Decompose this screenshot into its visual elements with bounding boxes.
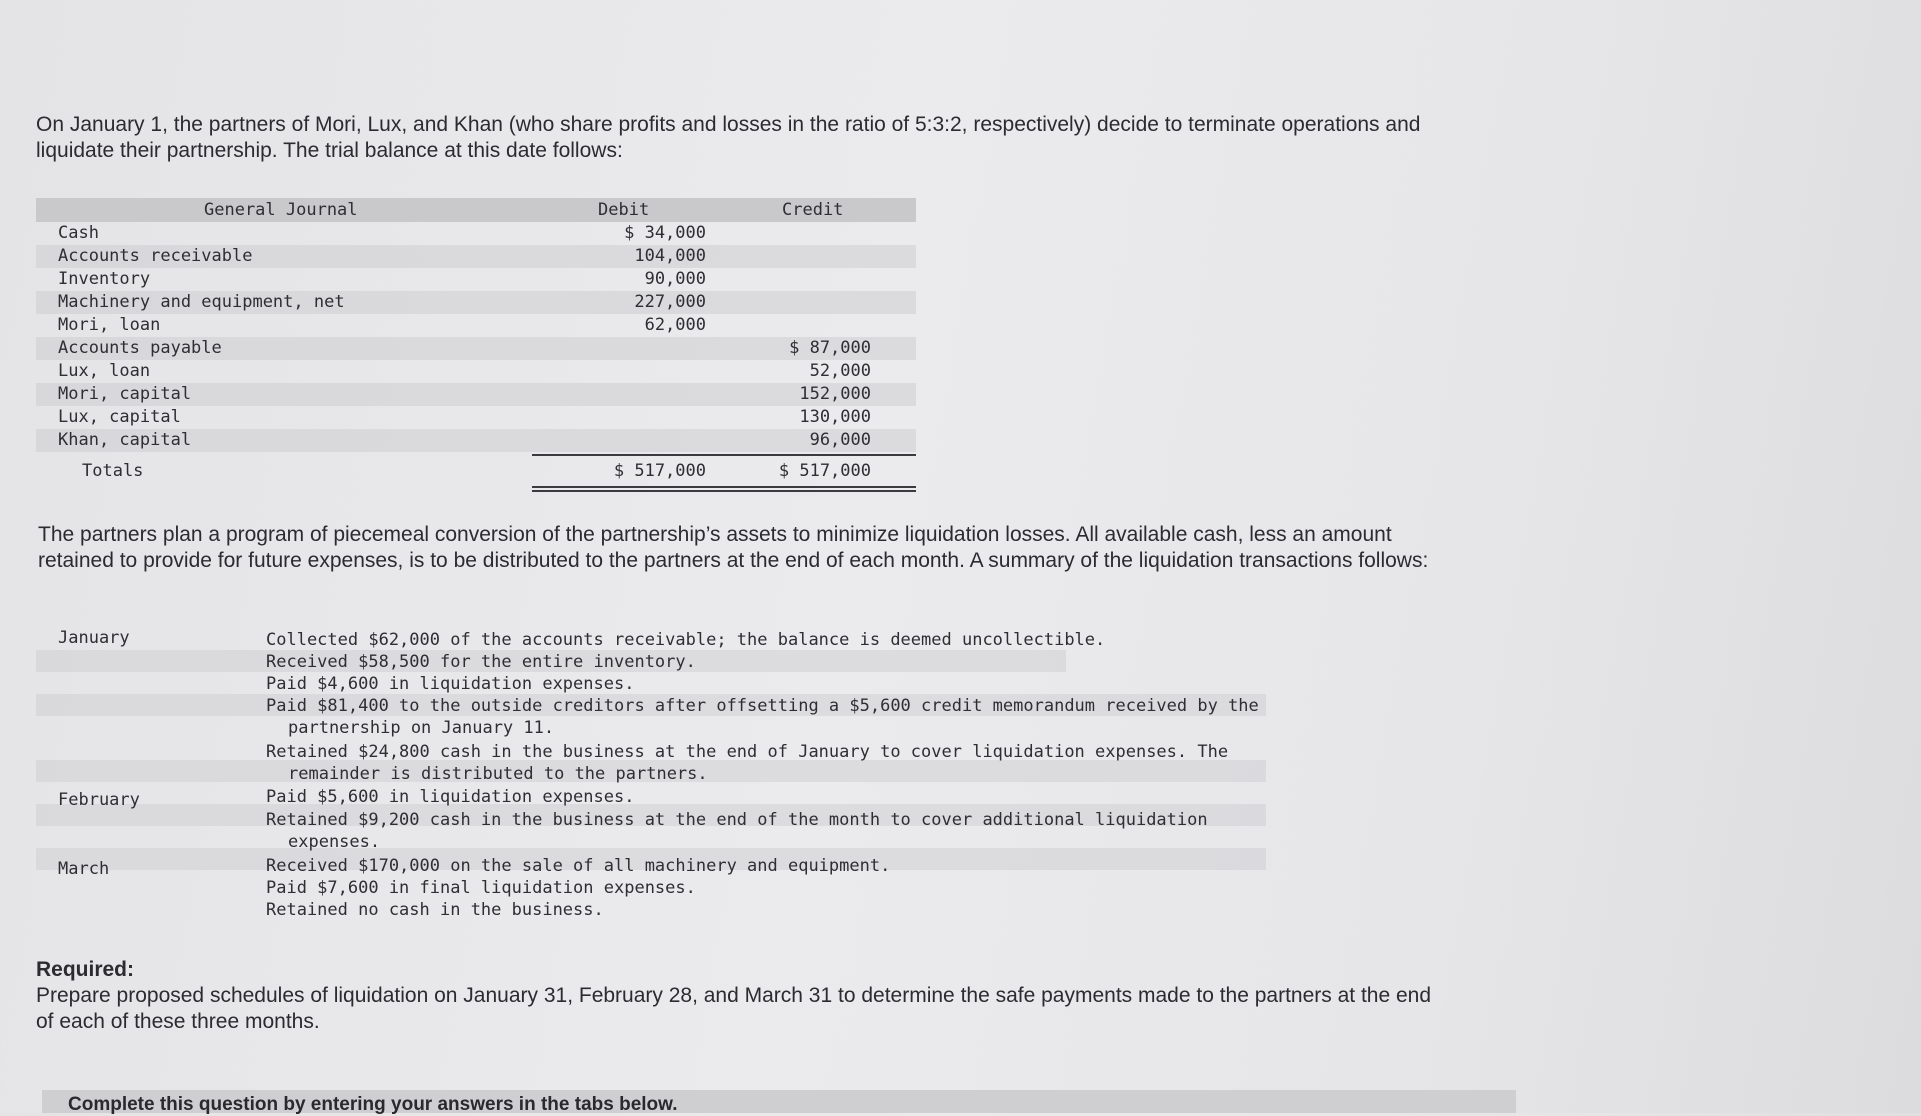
account-name: Khan, capital <box>58 430 192 450</box>
debit-value: 90,000 <box>644 269 706 289</box>
debit-value: 227,000 <box>634 292 706 312</box>
instructions-text: Complete this question by entering your answers in the tabs below. <box>68 1094 678 1115</box>
header-general-journal: General Journal <box>204 200 358 220</box>
month-march: March <box>58 859 110 879</box>
transaction-line: Received $58,500 for the entire inventory. <box>266 652 696 672</box>
transaction-line: Paid $4,600 in liquidation expenses. <box>266 674 635 694</box>
credit-value: $ 87,000 <box>789 338 871 358</box>
transaction-line: expenses. <box>288 832 381 852</box>
table-row <box>36 314 916 337</box>
totals-label: Totals <box>82 461 144 481</box>
required-heading: Required: <box>36 958 135 981</box>
account-name: Inventory <box>58 269 151 289</box>
plan-paragraph: The partners plan a program of piecemeal conversion of the partnership’s assets to minimize liquidation losses. All available cash, less an amount retained to provide for future expenses, is to be distributed to the partners at the end of each month. A summary of the liquidation transactions follows: <box>38 523 1429 572</box>
account-name: Accounts receivable <box>58 246 253 266</box>
account-name: Accounts payable <box>58 338 222 358</box>
credit-value: 96,000 <box>809 430 871 450</box>
intro-paragraph: On January 1, the partners of Mori, Lux, and Khan (who share profits and losses in the ratio of 5:3:2, respectively) decide to terminate operations and liquidate their partnership. The trial balance at this date follows: <box>36 113 1421 162</box>
account-name: Machinery and equipment, net <box>58 292 345 312</box>
debit-value: 62,000 <box>644 315 706 335</box>
totals-row <box>36 460 916 483</box>
instructions-bar <box>42 1090 1516 1113</box>
credit-value: 152,000 <box>799 384 871 404</box>
debit-value: $ 34,000 <box>624 223 706 243</box>
transaction-line: Retained no cash in the business. <box>266 900 604 920</box>
account-name: Cash <box>58 223 99 243</box>
account-name: Mori, capital <box>58 384 192 404</box>
total-double-rule <box>532 486 916 492</box>
subtotal-rule <box>532 454 916 456</box>
table-row <box>36 291 916 314</box>
table-row <box>36 360 916 383</box>
debit-value: 104,000 <box>634 246 706 266</box>
month-january: January <box>58 628 130 648</box>
table-row <box>36 245 916 268</box>
debit-total: $ 517,000 <box>613 461 706 481</box>
required-section <box>36 957 1436 1035</box>
transaction-line: Retained $9,200 cash in the business at the end of the month to cover additional liquidation <box>266 810 1208 830</box>
transaction-line: Retained $24,800 cash in the business at the end of January to cover liquidation expenses. The <box>266 742 1229 762</box>
transaction-line: remainder is distributed to the partners. <box>288 764 708 784</box>
credit-total: $ 517,000 <box>778 461 871 481</box>
table-header-row <box>36 198 916 222</box>
table-row <box>36 268 916 291</box>
transaction-line: Paid $5,600 in liquidation expenses. <box>266 787 635 807</box>
transaction-line: partnership on January 11. <box>288 718 555 738</box>
table-row <box>36 222 916 245</box>
account-name: Lux, loan <box>58 361 151 381</box>
month-february: February <box>58 790 140 810</box>
transaction-line: Paid $7,600 in final liquidation expenses. <box>266 878 696 898</box>
header-credit: Credit <box>782 200 844 220</box>
credit-value: 52,000 <box>809 361 871 381</box>
header-debit: Debit <box>598 200 650 220</box>
table-row <box>36 383 916 406</box>
table-row <box>36 337 916 360</box>
table-row <box>36 429 916 452</box>
credit-value: 130,000 <box>799 407 871 427</box>
transaction-line: Paid $81,400 to the outside creditors after offsetting a $5,600 credit memorandum received by the <box>266 696 1259 716</box>
table-row <box>36 406 916 429</box>
required-text: Prepare proposed schedules of liquidation on January 31, February 28, and March 31 to determine the safe payments made to the partners at the end of each of these three months. <box>36 984 1432 1033</box>
account-name: Mori, loan <box>58 315 161 335</box>
account-name: Lux, capital <box>58 407 181 427</box>
transaction-line: Received $170,000 on the sale of all machinery and equipment. <box>266 856 891 876</box>
transaction-line: Collected $62,000 of the accounts receivable; the balance is deemed uncollectible. <box>266 630 1106 650</box>
